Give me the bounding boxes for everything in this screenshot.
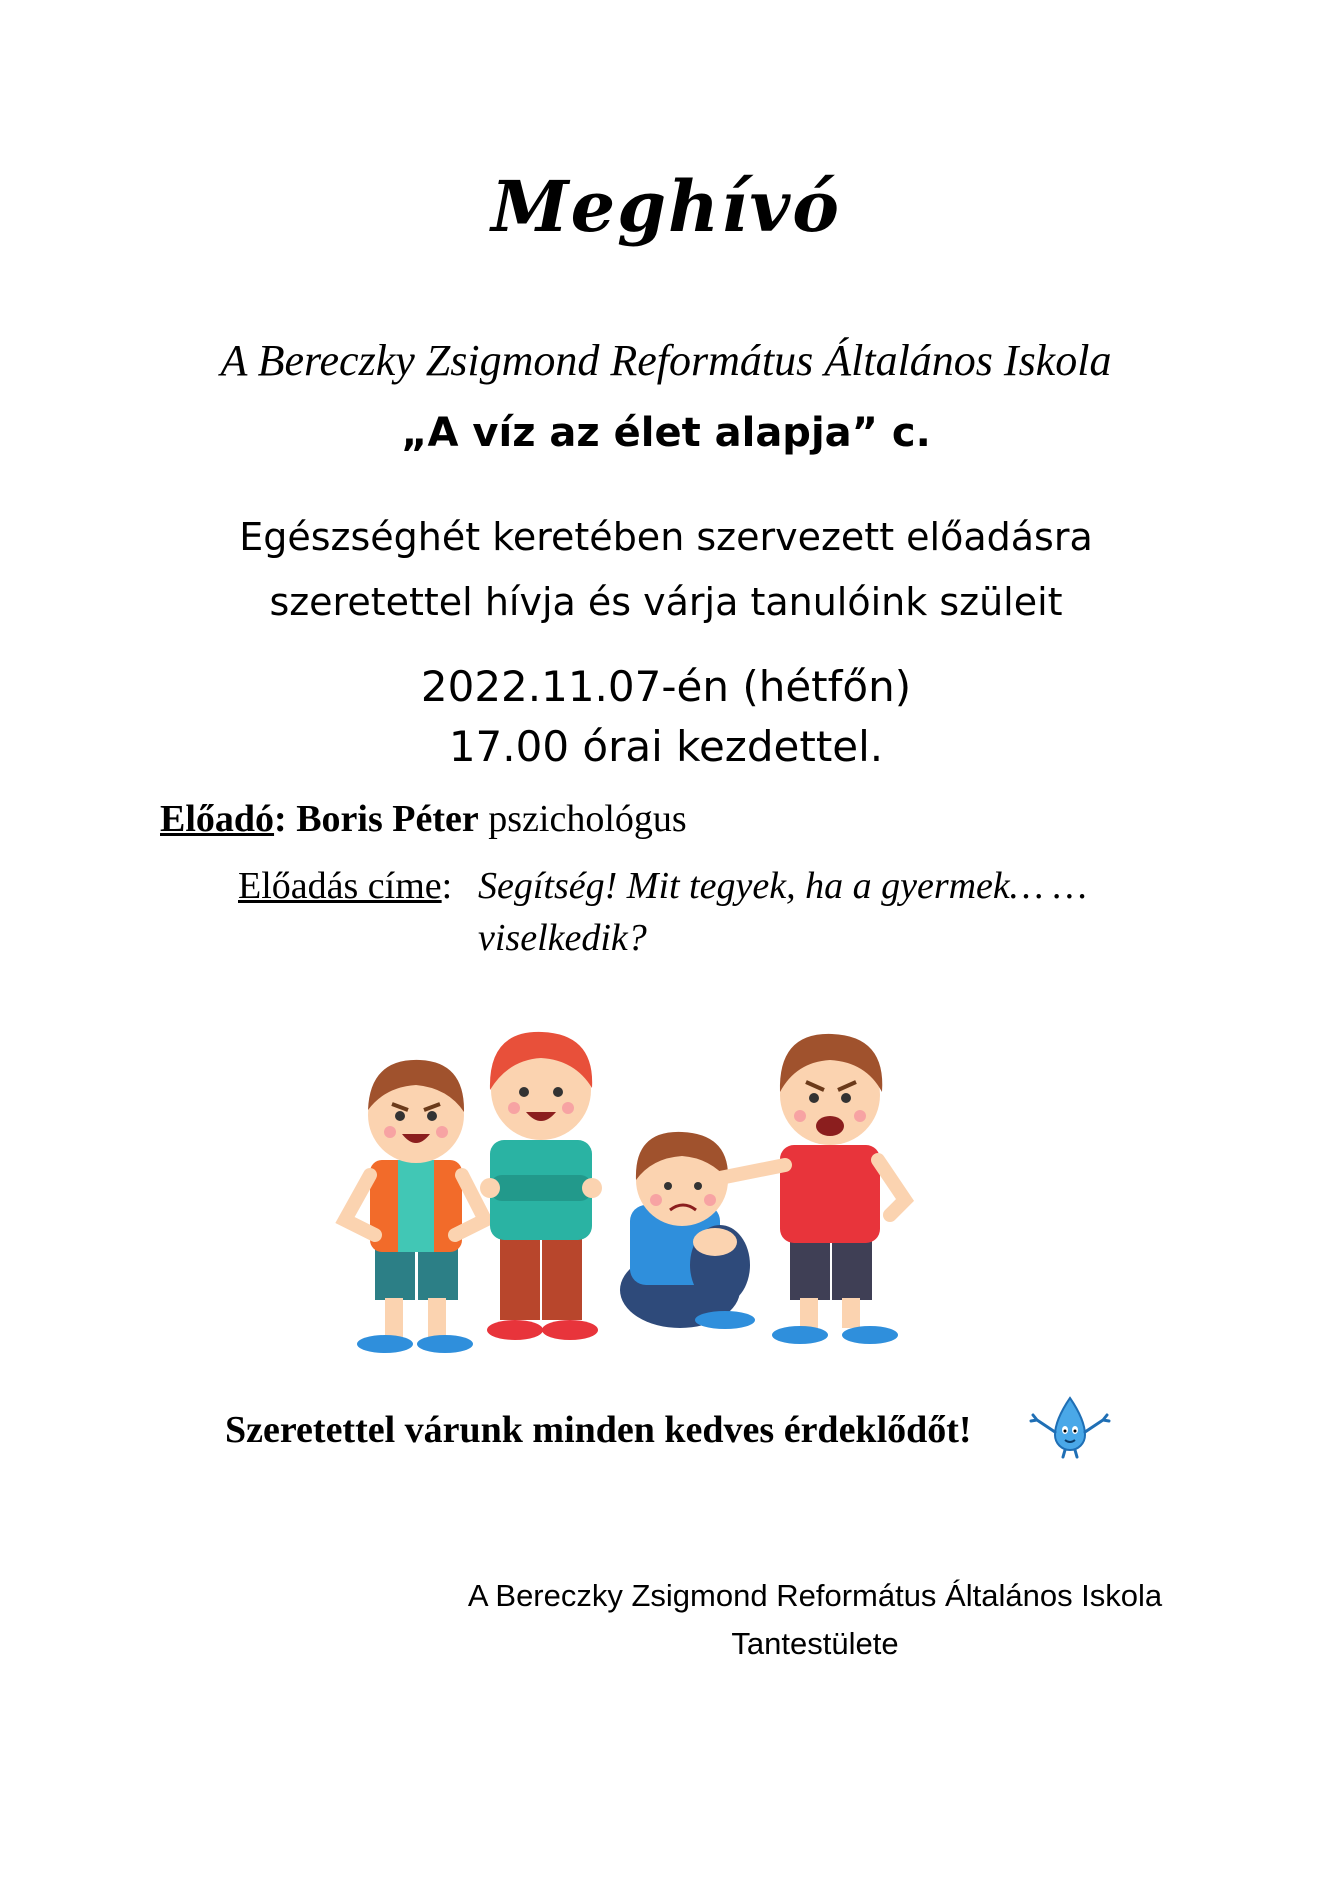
event-date: 2022.11.07-én (hétfőn) bbox=[420, 662, 912, 711]
page-title: Meghívó bbox=[491, 165, 841, 248]
welcome-message: Szeretettel várunk minden kedves érdeklődőt! bbox=[225, 1409, 972, 1451]
talk-label-line bbox=[238, 864, 452, 908]
invitation-line-2: szeretettel hívja és várja tanulóink szüleit bbox=[269, 580, 1063, 624]
program-title: „A víz az élet alapja” c. bbox=[401, 410, 931, 456]
kid-teal-shirt bbox=[480, 1032, 602, 1340]
event-time: 17.00 órai kezdettel. bbox=[448, 722, 884, 771]
talk-label: Előadás címe bbox=[238, 865, 442, 907]
speaker-colon: : bbox=[274, 798, 287, 840]
water-drop-mascot-icon bbox=[1025, 1390, 1115, 1460]
talk-title-line-2: viselkedik? bbox=[478, 917, 647, 959]
signature-school: A Bereczky Zsigmond Református Általános Iskola bbox=[467, 1578, 1163, 1613]
speaker-name: Boris Péter bbox=[296, 798, 479, 840]
talk-colon: : bbox=[441, 865, 453, 907]
kid-sitting-sad bbox=[620, 1132, 755, 1329]
invitation-line-1: Egészséghét keretében szervezett előadásra bbox=[239, 515, 1093, 559]
talk-title-line-1: Segítség! Mit tegyek, ha a gyermek… … bbox=[478, 865, 1087, 907]
speaker-label: Előadó bbox=[160, 798, 275, 840]
signature-staff: Tantestülete bbox=[731, 1626, 899, 1661]
school-name: A Bereczky Zsigmond Református Általános Iskola bbox=[220, 336, 1112, 385]
speaker-role: pszichológus bbox=[488, 798, 687, 840]
kid-red-shirt-pointing bbox=[710, 1034, 905, 1344]
children-bullying-illustration bbox=[330, 1030, 1010, 1360]
kid-orange-shirt bbox=[345, 1060, 485, 1353]
speaker-line bbox=[160, 797, 687, 841]
